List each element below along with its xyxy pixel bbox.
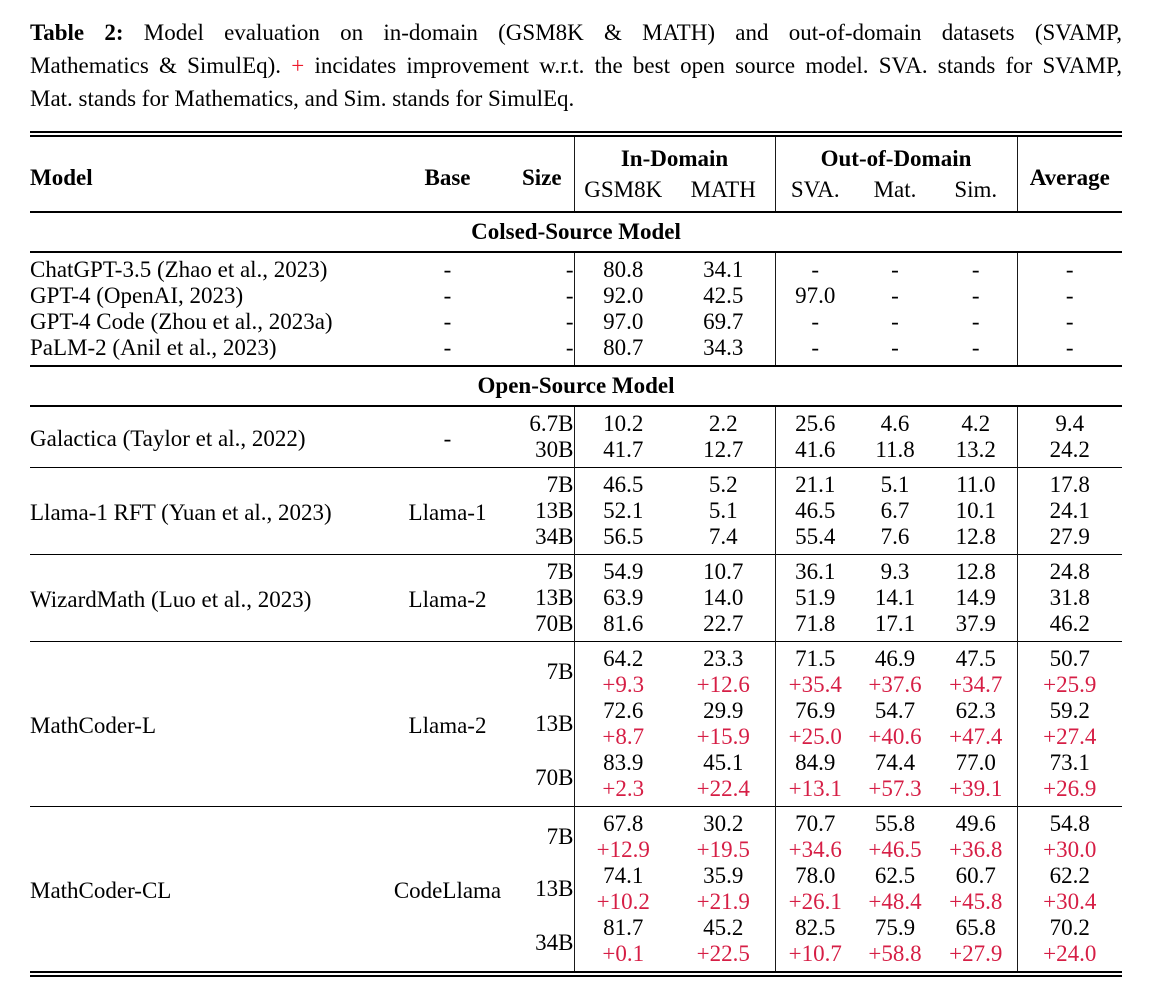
score-cell-mat: 11.8 [875, 437, 915, 462]
score-cell-sva: 21.1 [775, 468, 855, 499]
subcol-header-mat: Mat. [873, 177, 917, 202]
score-cell-sva: 71.5 [775, 642, 855, 673]
table-row [30, 283, 1122, 309]
score-cell-average: 70.2 [1017, 915, 1122, 941]
score-cell-sva: 36.1 [775, 555, 855, 586]
table-row [30, 335, 1122, 366]
caption-line-1 [30, 16, 1122, 49]
size-cell: - [565, 283, 574, 308]
table-row [30, 807, 1122, 838]
score-cell-average: 62.2 [1017, 863, 1122, 889]
score-cell-gsm8k: 74.1 [574, 863, 672, 889]
delta-cell-mat: +58.8 [868, 941, 922, 966]
model-cell: PaLM-2 (Anil et al., 2023) [30, 335, 277, 360]
size-cell: 13B [535, 876, 574, 901]
score-cell-gsm8k: 81.6 [574, 611, 672, 642]
delta-cell-sva: +26.1 [775, 889, 855, 915]
score-cell-gsm8k: 64.2 [574, 642, 672, 673]
score-cell-sim: 4.2 [961, 411, 991, 436]
section-row-open-source [30, 366, 1122, 406]
score-cell-math: 34.3 [703, 335, 744, 360]
section-row-closed-source [30, 212, 1122, 252]
score-cell-math: 2.2 [708, 411, 738, 436]
subcol-header-gsm8k: GSM8K [574, 174, 672, 212]
score-cell-average: 46.2 [1017, 611, 1122, 642]
score-cell-sva: 41.6 [775, 437, 855, 468]
model-cell: MathCoder-CL [30, 807, 385, 975]
delta-cell-gsm8k: +10.2 [574, 889, 672, 915]
score-cell-mat: - [891, 283, 899, 308]
score-cell-mat: - [891, 335, 899, 360]
model-cell: Llama-1 RFT (Yuan et al., 2023) [30, 468, 385, 555]
score-cell-sim: - [971, 257, 980, 282]
score-cell-math: 5.2 [672, 468, 775, 499]
delta-cell-average: +30.0 [1017, 837, 1122, 863]
delta-cell-mat: +57.3 [868, 776, 922, 801]
base-cell: Llama-2 [385, 642, 510, 807]
score-cell-gsm8k: 52.1 [574, 498, 672, 524]
section-header-open-source: Open-Source Model [30, 366, 1122, 406]
table-row [30, 309, 1122, 335]
score-cell-gsm8k: 46.5 [574, 468, 672, 499]
score-cell-gsm8k: 81.7 [574, 915, 672, 941]
score-cell-average: 17.8 [1017, 468, 1122, 499]
score-cell-math: 69.7 [703, 309, 744, 334]
caption-text-2a: Mathematics & SimulEq). [30, 53, 292, 78]
size-cell: 30B [535, 437, 574, 462]
score-cell-mat: 9.3 [855, 555, 935, 586]
delta-cell-math: +21.9 [696, 889, 750, 914]
score-cell-math: 22.7 [703, 611, 744, 636]
size-cell: 70B [535, 765, 574, 790]
score-cell-math: 45.2 [703, 915, 744, 940]
score-cell-math: 12.7 [703, 437, 744, 462]
score-cell-sim: 49.6 [935, 807, 1017, 838]
delta-cell-sim: +39.1 [949, 776, 1003, 801]
score-cell-mat: 75.9 [874, 915, 916, 940]
score-cell-sim: 60.7 [955, 863, 996, 888]
score-cell-sva: 76.9 [775, 698, 855, 724]
score-cell-gsm8k: 63.9 [574, 585, 672, 611]
score-cell-gsm8k: 56.5 [574, 524, 672, 555]
delta-cell-sva: +34.6 [775, 837, 855, 863]
score-cell-sva: 25.6 [775, 406, 855, 437]
delta-cell-math: +15.9 [696, 724, 750, 749]
delta-cell-average: +26.9 [1017, 776, 1122, 807]
delta-cell-mat: +46.5 [868, 837, 922, 862]
base-cell: Llama-1 [385, 468, 510, 555]
delta-cell-sim: +36.8 [949, 837, 1003, 862]
delta-cell-math: +12.6 [696, 672, 750, 697]
table-row [30, 555, 1122, 586]
caption-text-3: Mat. stands for Mathematics, and Sim. stands for SimulEq. [30, 86, 575, 111]
score-cell-average: 31.8 [1017, 585, 1122, 611]
table-row [30, 642, 1122, 673]
score-cell-math: 5.1 [708, 498, 738, 523]
score-cell-mat: 5.1 [855, 468, 935, 499]
size-cell: - [565, 335, 574, 360]
delta-cell-average: +30.4 [1017, 889, 1122, 915]
size-cell: - [565, 257, 574, 282]
score-cell-gsm8k: 10.2 [574, 406, 672, 437]
model-cell: Galactica (Taylor et al., 2022) [30, 426, 306, 451]
size-cell: 7B [510, 642, 574, 699]
score-cell-mat: 55.8 [855, 807, 935, 838]
size-cell: 70B [535, 611, 574, 636]
delta-cell-math: +19.5 [696, 837, 750, 862]
score-cell-gsm8k: 80.8 [574, 252, 672, 283]
delta-cell-sva: +13.1 [775, 776, 855, 807]
subcol-header-sva: SVA. [775, 174, 855, 212]
delta-cell-sva: +35.4 [775, 672, 855, 698]
score-cell-gsm8k: 80.7 [574, 335, 672, 366]
score-cell-sim: - [971, 309, 980, 334]
col-header-average: Average [1017, 134, 1122, 212]
score-cell-average: 73.1 [1017, 750, 1122, 776]
base-cell: - [443, 335, 452, 360]
delta-cell-gsm8k: +9.3 [574, 672, 672, 698]
score-cell-mat: - [891, 257, 899, 282]
col-group-out-of-domain: Out-of-Domain [775, 134, 1017, 174]
delta-cell-sim: +34.7 [949, 672, 1003, 697]
size-cell: 34B [535, 524, 574, 549]
score-cell-math: 10.7 [672, 555, 775, 586]
caption-text-1: Model evaluation on in-domain (GSM8K & MATH) and out-of-domain datasets (SVAMP, [123, 20, 1122, 45]
size-cell: 6.7B [529, 411, 574, 436]
score-cell-math: 7.4 [708, 524, 738, 549]
caption-label: Table 2: [30, 20, 124, 45]
score-cell-math: 45.1 [703, 750, 744, 775]
size-cell: 13B [535, 711, 574, 736]
caption-text-2b: incidates improvement w.r.t. the best open source model. SVA. stands for SVAMP, [304, 53, 1123, 78]
score-cell-average: - [1017, 335, 1122, 366]
score-cell-gsm8k: 72.6 [574, 698, 672, 724]
score-cell-gsm8k: 41.7 [574, 437, 672, 468]
score-cell-sva: 55.4 [775, 524, 855, 555]
score-cell-sim: - [971, 283, 980, 308]
score-cell-sva: 97.0 [775, 283, 855, 309]
score-cell-average: 24.8 [1017, 555, 1122, 586]
score-cell-sva: - [775, 335, 855, 366]
base-cell: - [443, 309, 452, 334]
score-cell-average: 24.2 [1017, 437, 1122, 468]
score-cell-sim: 65.8 [955, 915, 996, 940]
score-cell-mat: 4.6 [880, 411, 910, 436]
base-cell: CodeLlama [385, 807, 510, 975]
caption-line-3 [30, 82, 1122, 115]
score-cell-mat: - [891, 309, 899, 334]
score-cell-mat: 54.7 [874, 698, 916, 723]
header-row-1 [30, 134, 1122, 174]
score-cell-average: 54.8 [1017, 807, 1122, 838]
score-cell-sim: 14.9 [955, 585, 996, 610]
model-cell: WizardMath (Luo et al., 2023) [30, 555, 385, 642]
score-cell-gsm8k: 83.9 [574, 750, 672, 776]
size-cell: 13B [535, 585, 574, 610]
score-cell-math: 35.9 [703, 863, 744, 888]
base-cell: - [443, 283, 452, 308]
score-cell-sva: - [775, 309, 855, 335]
col-header-model: Model [30, 164, 93, 190]
score-cell-gsm8k: 97.0 [574, 309, 672, 335]
delta-cell-average: +25.9 [1017, 672, 1122, 698]
score-cell-sva: 71.8 [775, 611, 855, 642]
score-cell-mat: 7.6 [880, 524, 910, 549]
score-cell-mat: 17.1 [874, 611, 916, 636]
delta-cell-average: +24.0 [1017, 941, 1122, 974]
results-table [30, 131, 1122, 977]
delta-cell-sva: +25.0 [775, 724, 855, 750]
subcol-header-sim: Sim. [954, 177, 998, 202]
score-cell-sim: 62.3 [955, 698, 996, 723]
score-cell-math: 29.9 [703, 698, 744, 723]
score-cell-mat: 14.1 [874, 585, 916, 610]
score-cell-mat: 74.4 [874, 750, 916, 775]
delta-cell-gsm8k: +2.3 [574, 776, 672, 807]
col-header-size: Size [521, 164, 562, 190]
score-cell-sim: 37.9 [955, 611, 996, 636]
table-row [30, 252, 1122, 283]
size-cell: 34B [535, 930, 574, 955]
section-header-closed-source: Colsed-Source Model [30, 212, 1122, 252]
size-cell: 13B [535, 498, 574, 523]
delta-cell-sim: +47.4 [949, 724, 1003, 749]
score-cell-sva: 78.0 [775, 863, 855, 889]
delta-cell-mat: +48.4 [868, 889, 922, 914]
score-cell-average: 9.4 [1017, 406, 1122, 437]
score-cell-gsm8k: 67.8 [574, 807, 672, 838]
delta-cell-math: +22.5 [696, 941, 750, 966]
delta-cell-gsm8k: +0.1 [574, 941, 672, 974]
caption-line-2 [30, 49, 1122, 82]
model-cell: GPT-4 (OpenAI, 2023) [30, 283, 244, 308]
score-cell-math: 30.2 [672, 807, 775, 838]
delta-cell-gsm8k: +12.9 [574, 837, 672, 863]
red-plus-symbol: + [291, 53, 305, 78]
score-cell-average: 24.1 [1017, 498, 1122, 524]
score-cell-sva: 82.5 [775, 915, 855, 941]
delta-cell-average: +27.4 [1017, 724, 1122, 750]
score-cell-average: 50.7 [1017, 642, 1122, 673]
score-cell-sim: - [971, 335, 980, 360]
score-cell-average: - [1017, 252, 1122, 283]
base-cell: - [443, 426, 452, 451]
score-cell-average: - [1017, 283, 1122, 309]
delta-cell-sva: +10.7 [775, 941, 855, 974]
size-cell: 7B [510, 555, 574, 586]
delta-cell-mat: +40.6 [868, 724, 922, 749]
score-cell-sim: 13.2 [955, 437, 996, 462]
model-cell: MathCoder-L [30, 642, 385, 807]
table-caption [30, 16, 1122, 115]
col-header-base: Base [424, 164, 471, 190]
score-cell-gsm8k: 54.9 [574, 555, 672, 586]
table-row [30, 468, 1122, 499]
score-cell-sva: 46.5 [775, 498, 855, 524]
score-cell-sim: 77.0 [955, 750, 996, 775]
score-cell-average: 59.2 [1017, 698, 1122, 724]
delta-cell-gsm8k: +8.7 [574, 724, 672, 750]
delta-cell-mat: +37.6 [868, 672, 922, 697]
delta-cell-math: +22.4 [696, 776, 750, 801]
score-cell-sim: 10.1 [955, 498, 996, 523]
score-cell-average: 27.9 [1017, 524, 1122, 555]
score-cell-sva: - [775, 252, 855, 283]
score-cell-math: 14.0 [703, 585, 744, 610]
score-cell-math: 42.5 [703, 283, 744, 308]
delta-cell-sim: +27.9 [949, 941, 1003, 966]
score-cell-mat: 6.7 [880, 498, 910, 523]
score-cell-math: 23.3 [672, 642, 775, 673]
col-group-in-domain: In-Domain [574, 134, 775, 174]
score-cell-sim: 47.5 [935, 642, 1017, 673]
model-cell: GPT-4 Code (Zhou et al., 2023a) [30, 309, 333, 334]
score-cell-mat: 46.9 [855, 642, 935, 673]
score-cell-sim: 12.8 [955, 524, 996, 549]
size-cell: 7B [510, 468, 574, 499]
delta-cell-sim: +45.8 [949, 889, 1003, 914]
score-cell-sim: 11.0 [935, 468, 1017, 499]
score-cell-mat: 62.5 [874, 863, 916, 888]
base-cell: Llama-2 [385, 555, 510, 642]
score-cell-sim: 12.8 [935, 555, 1017, 586]
score-cell-sva: 84.9 [775, 750, 855, 776]
table-row [30, 406, 1122, 437]
base-cell: - [443, 257, 452, 282]
score-cell-average: - [1017, 309, 1122, 335]
score-cell-math: 34.1 [703, 257, 744, 282]
size-cell: - [565, 309, 574, 334]
model-cell: ChatGPT-3.5 (Zhao et al., 2023) [30, 257, 328, 282]
score-cell-sva: 51.9 [775, 585, 855, 611]
subcol-header-math: MATH [690, 177, 756, 202]
score-cell-gsm8k: 92.0 [574, 283, 672, 309]
score-cell-sva: 70.7 [775, 807, 855, 838]
size-cell: 7B [510, 807, 574, 864]
